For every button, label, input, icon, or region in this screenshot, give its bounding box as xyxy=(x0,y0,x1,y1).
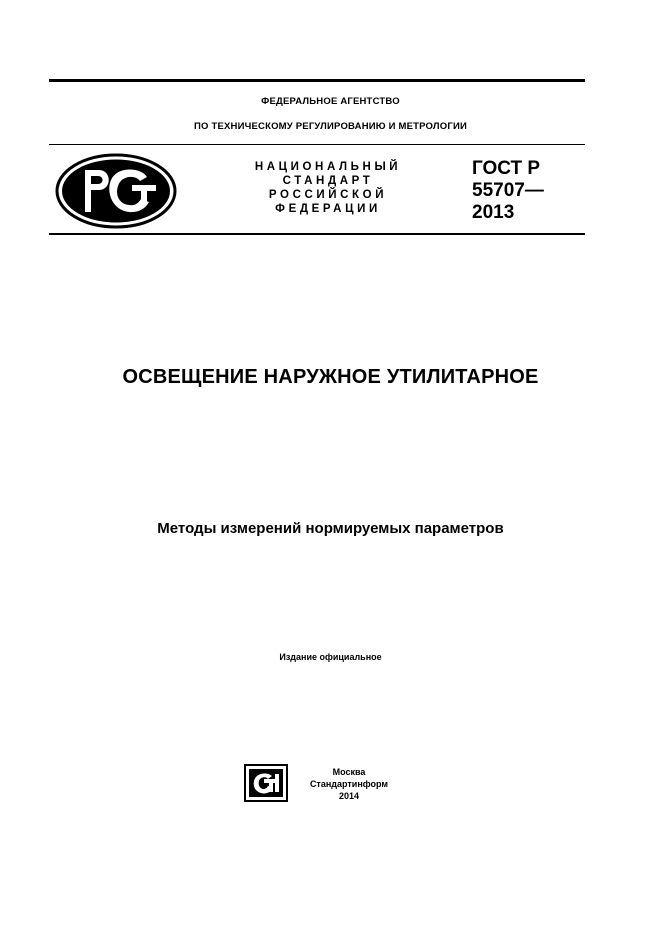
header-rule xyxy=(49,144,585,145)
agency-line-1: ФЕДЕРАЛЬНОЕ АГЕНТСТВО xyxy=(261,96,400,107)
publisher-block xyxy=(302,766,396,802)
national-line-4: ФЕДЕРАЦИИ xyxy=(275,203,381,215)
publisher-year: 2014 xyxy=(338,791,360,801)
standard-designation xyxy=(472,158,544,224)
national-standard-label xyxy=(238,160,418,216)
national-line-1: НАЦИОНАЛЬНЫЙ xyxy=(254,161,402,173)
national-line-2: СТАНДАРТ xyxy=(282,175,374,187)
designation-line-3: 2013 xyxy=(472,202,515,223)
top-rule xyxy=(49,79,585,82)
rst-logo xyxy=(55,153,177,234)
designation-line-1: ГОСТ Р xyxy=(472,158,541,179)
edition-label: Издание официальное xyxy=(279,652,382,662)
block-bottom-rule xyxy=(49,233,585,235)
standartinform-logo xyxy=(244,764,288,807)
publisher-name: Стандартинформ xyxy=(309,779,389,789)
publisher-city: Москва xyxy=(332,767,366,777)
designation-line-2: 55707— xyxy=(472,180,544,201)
agency-line-2: ПО ТЕХНИЧЕСКОМУ РЕГУЛИРОВАНИЮ И МЕТРОЛОГИИ xyxy=(194,121,467,132)
national-line-3: РОССИЙСКОЙ xyxy=(268,189,388,201)
document-title: ОСВЕЩЕНИЕ НАРУЖНОЕ УТИЛИТАРНОЕ xyxy=(122,366,539,388)
document-subtitle: Методы измерений нормируемых параметров xyxy=(157,520,504,537)
